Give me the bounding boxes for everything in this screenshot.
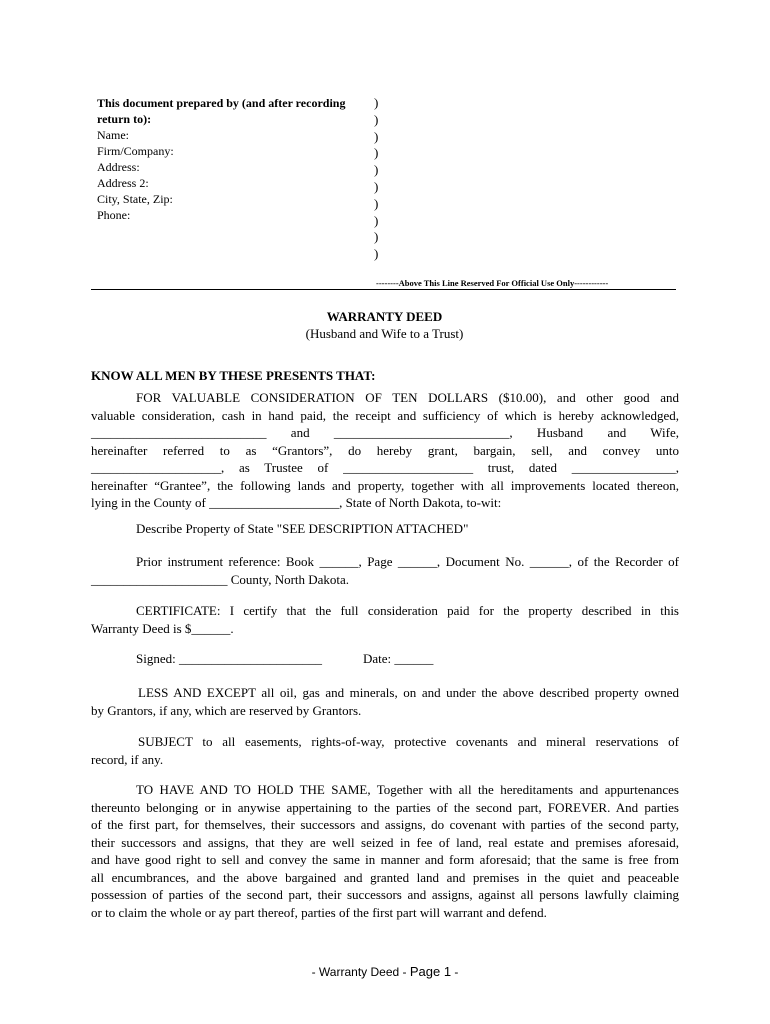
less-and-except-paragraph (91, 684, 679, 719)
footer-page-number: Page 1 (409, 964, 452, 979)
date-line: Date: ______ (363, 651, 434, 666)
footer-suffix: - (451, 965, 459, 979)
footer-prefix: - Warranty Deed - (311, 965, 410, 979)
field-firm-label: Firm/Company: (97, 144, 174, 158)
prior-instrument-paragraph (91, 553, 679, 588)
consideration-paragraph (91, 389, 679, 512)
paragraph-line: Prior instrument reference: Book ______, Page ______, Document No. ______, of the Recorder of (136, 554, 679, 569)
official-use-divider (91, 289, 676, 290)
describe-property-paragraph (91, 520, 679, 538)
paragraph-line: CERTIFICATE: I certify that the full consideration paid for the property described in this (136, 603, 679, 618)
paragraph-line: ___________________________ and ___________________________, Husband and Wife, (91, 425, 679, 440)
document-title: WARRANTY DEED (326, 309, 443, 324)
signed-line: Signed: ______________________ (136, 651, 322, 666)
paragraph-line: all encumbrances, and the above bargained and granted land and premises in the quiet and peaceable (91, 869, 679, 885)
paragraph-line: ____________________, as Trustee of ____________________ trust, dated ________________, (91, 460, 679, 475)
field-city-state-zip-label: City, State, Zip: (97, 192, 173, 206)
official-use-notice: --------Above This Line Reserved For Official Use Only------------ (376, 278, 609, 288)
document-subtitle: (Husband and Wife to a Trust) (305, 326, 464, 341)
paragraph-line: record, if any. (91, 751, 164, 767)
know-all-men-heading: KNOW ALL MEN BY THESE PRESENTS THAT: (91, 368, 376, 383)
paragraph-line: lying in the County of ____________________, State of North Dakota, to-wit: (91, 495, 502, 510)
field-address-label: Address: (97, 160, 140, 174)
paragraph-line: or to claim the whole or ay part thereof, parties of the first part will warrant and defend. (91, 904, 547, 920)
prepared-by-heading: This document prepared by (and after recording (97, 96, 346, 110)
paragraph-line: TO HAVE AND TO HOLD THE SAME, Together with all the hereditaments and appurtenances (136, 782, 679, 797)
paragraph-line: of the first part, for themselves, their successors and assigns, do covenant with parties of the second party, (91, 817, 679, 832)
field-name-label: Name: (97, 128, 129, 142)
paragraph-line: FOR VALUABLE CONSIDERATION OF TEN DOLLARS ($10.00), and other good and (136, 390, 679, 405)
paragraph-line: SUBJECT to all easements, rights-of-way, protective covenants and mineral reservations of (138, 734, 679, 749)
paragraph-line: Warranty Deed is $______. (91, 620, 234, 636)
paragraph-line: their successors and assigns, that they are well seized in fee of land, real estate and premises aforesaid, (91, 834, 679, 850)
bracket-column: ) ) ) ) ) ) ) ) ) ) (374, 95, 379, 262)
subject-to-paragraph (91, 733, 679, 768)
paragraph-line: hereinafter referred to as “Grantors”, do hereby grant, bargain, sell, and convey unto (91, 442, 679, 458)
field-address2-label: Address 2: (97, 176, 149, 190)
page-footer (0, 964, 770, 979)
field-phone-label: Phone: (97, 208, 131, 222)
paragraph-line: hereinafter “Grantee”, the following lands and property, together with all improvements located thereon, (91, 477, 679, 493)
preparer-block (97, 95, 372, 223)
paragraph-line: thereunto belonging or in anywise appertaining to the parties of the second part, FOREVER. And parties (91, 799, 679, 815)
paragraph-line: valuable consideration, cash in hand paid, the receipt and sufficiency of which is hereby acknowledged, (91, 407, 679, 423)
return-to-heading: return to): (97, 112, 152, 126)
paragraph-line: _____________________ County, North Dakota. (91, 571, 350, 587)
describe-property-text: Describe Property of State "SEE DESCRIPTION ATTACHED" (136, 521, 469, 536)
paragraph-line: and have good right to sell and convey the same in manner and form aforesaid; that the same is free from (91, 852, 679, 867)
paragraph-line: by Grantors, if any, which are reserved by Grantors. (91, 702, 362, 718)
habendum-paragraph (91, 781, 679, 921)
paragraph-line: possession of parties of the second part, their successors and assigns, against all persons lawfully claiming (91, 887, 679, 902)
certificate-paragraph (91, 602, 679, 637)
paragraph-line: LESS AND EXCEPT all oil, gas and minerals, on and under the above described property owned (138, 685, 679, 700)
